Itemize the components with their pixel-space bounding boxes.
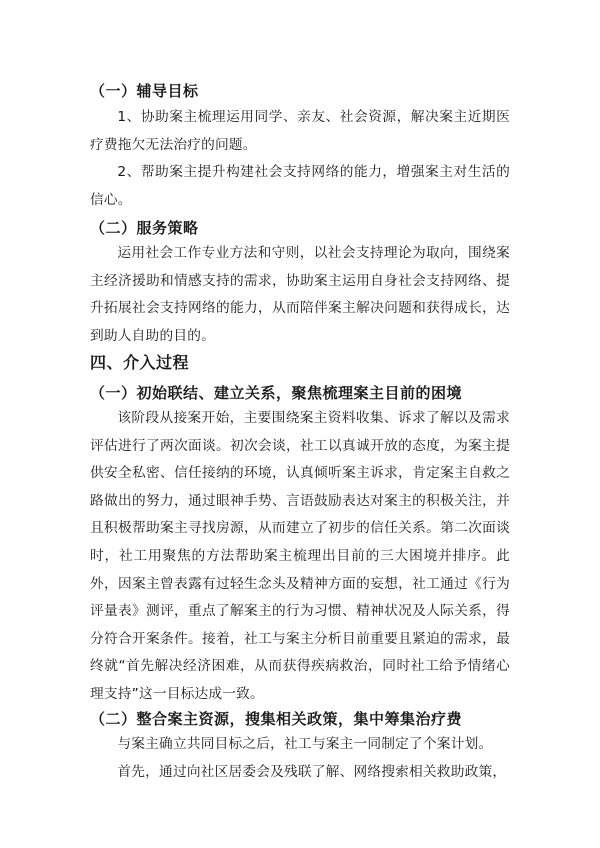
phase1-heading: （一）初始联结、建立关系，聚焦梳理案主目前的困境	[90, 384, 463, 402]
strategy-paragraph: 运用社会工作专业方法和守则，以社会支持理论为取向，围绕案主经济援助和情感支持的需求，协助案主运用自身社会支持网络、提升拓展社会支持网络的能力，从而陪伴案主解决问题和获得成长，达到助人自助的目的。	[90, 245, 510, 344]
phase2-heading: （二）整合案主资源，搜集相关政策，集中筹集治疗费	[90, 710, 463, 728]
goal-item-1: 1、协助案主梳理运用同学、亲友、社会资源，解决案主近期医疗费拖欠无法治疗的问题。	[90, 109, 510, 153]
phase2-paragraph-1: 与案主确立共同目标之后，社工与案主一同制定了个案计划。	[117, 736, 493, 752]
phase2-paragraph-2: 首先，通过向社区居委会及残联了解、网络搜索相关救助政策，	[117, 764, 507, 780]
goal-item-2: 2、帮助案主提升构建社会支持网络的能力，增强案主对生活的信心。	[90, 164, 510, 208]
process-heading: 四、介入过程	[90, 353, 190, 372]
goals-heading: （一）辅导目标	[90, 82, 199, 100]
phase1-paragraph: 该阶段从接案开始，主要围绕案主资料收集、诉求了解以及需求评估进行了两次面谈。初次会谈，社工以真诚开放的态度，为案主提供安全私密、信任接纳的环境，认真倾听案主诉求，肯定案主自救之路做出的努力，通过眼神手势、言语鼓励表达对案主的积极关注，并且积极帮助案主寻找房源，从而建立了初步的信任关系。第二次面谈时，社工用聚焦的方法帮助案主梳理出目前的三大困境并排序。此外，因案主曾表露有过轻生念头及精神方面的妄想，社工通过《行为评量表》测评，重点了解案主的行为习惯、精神状况及人际关系，得分符合开案条件。接着，社工与案主分析目前重要且紧迫的需求，最终就“首先解决经济困难，从而获得疾病救治，同时社工给予情绪心理支持”这一目标达成一致。	[90, 410, 510, 702]
strategy-heading: （二）服务策略	[90, 219, 199, 237]
